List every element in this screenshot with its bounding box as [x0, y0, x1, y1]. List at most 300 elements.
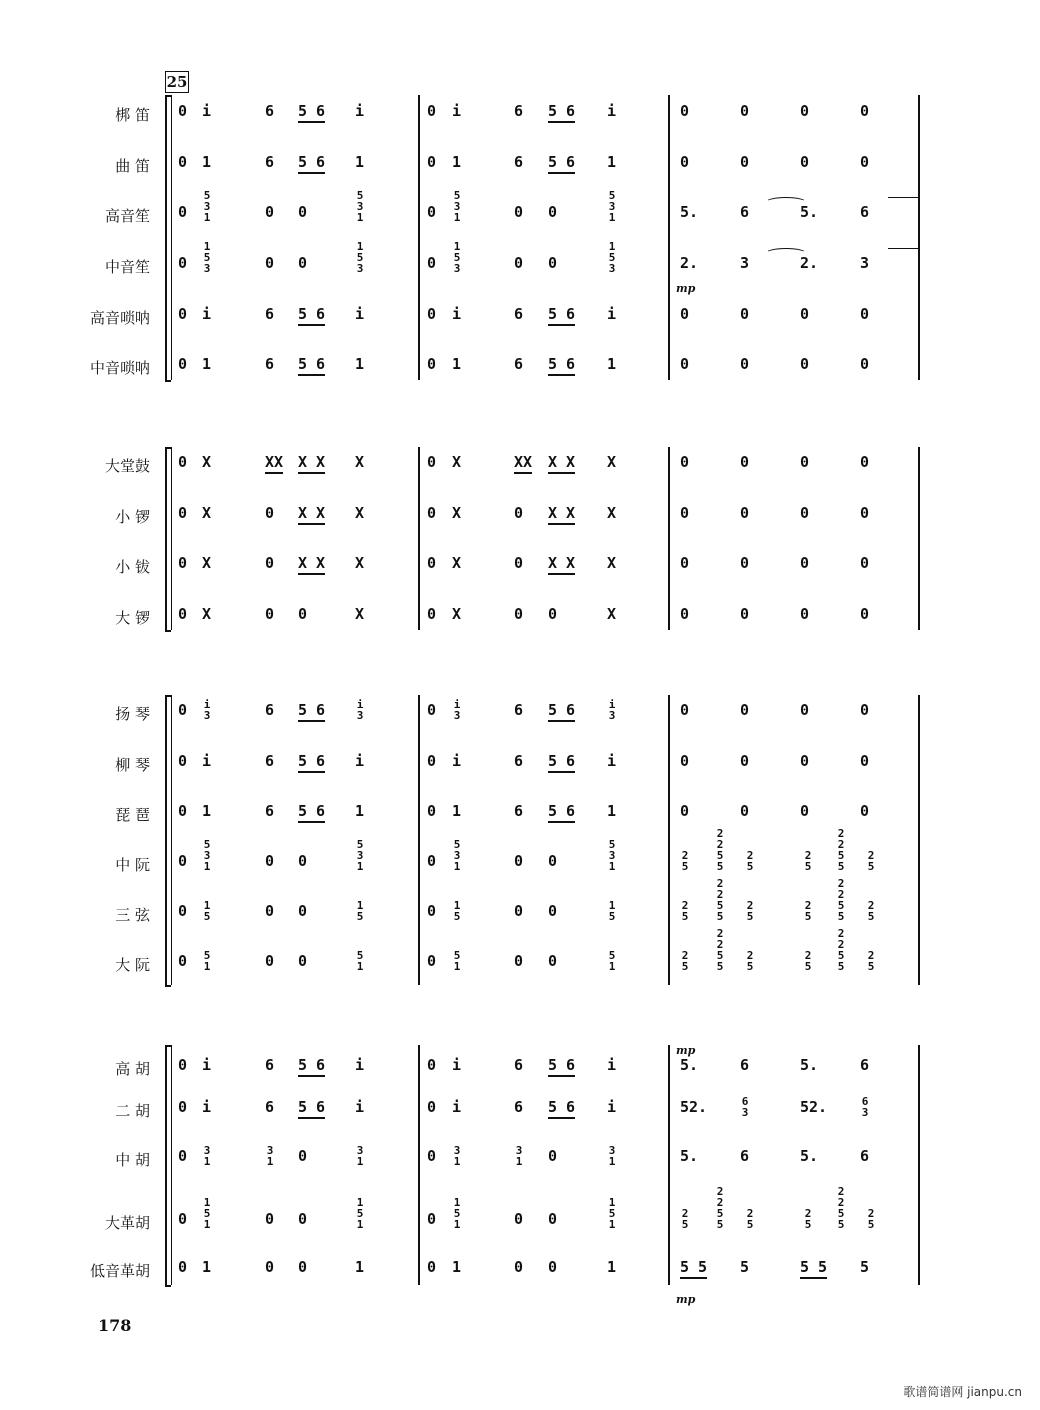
- note: 0: [178, 1210, 188, 1228]
- note: 2 5: [867, 949, 875, 973]
- note: 0: [740, 453, 750, 471]
- note: 6: [514, 752, 524, 770]
- barline-end: [918, 95, 920, 380]
- note: 0: [178, 355, 188, 373]
- note: 3 1: [515, 1144, 523, 1168]
- note: 0: [860, 504, 870, 522]
- note: 0: [298, 203, 308, 221]
- beam-line: [548, 573, 575, 575]
- beam-line: [548, 374, 575, 376]
- note: X: [202, 504, 212, 522]
- tie-line: [888, 197, 920, 198]
- note: i 3: [608, 698, 616, 722]
- note: 0: [800, 504, 810, 522]
- note: 1: [452, 153, 462, 171]
- note: 0: [860, 554, 870, 572]
- note: 5 1: [203, 949, 211, 973]
- beam-line: [298, 573, 325, 575]
- beam-line: [298, 172, 325, 174]
- note: i: [452, 102, 462, 120]
- note: 0: [860, 701, 870, 719]
- page-number: 178: [98, 1316, 132, 1335]
- note: 5 1: [453, 949, 461, 973]
- note: 0: [427, 852, 437, 870]
- instrument-label: 中 阮: [115, 856, 150, 874]
- note: 0: [178, 752, 188, 770]
- note: i: [202, 1056, 212, 1074]
- note: 0: [800, 153, 810, 171]
- note: 1: [202, 1258, 212, 1276]
- note: 0: [680, 605, 690, 623]
- note: 0: [680, 802, 690, 820]
- note: 6: [860, 1056, 870, 1074]
- note: 0: [298, 254, 308, 272]
- note: 2 5: [746, 849, 754, 873]
- note: i: [355, 1056, 365, 1074]
- note: 1: [607, 153, 617, 171]
- note: 6 3: [741, 1095, 749, 1119]
- note: 0: [860, 605, 870, 623]
- note: 0: [514, 605, 524, 623]
- note: 1: [202, 153, 212, 171]
- note: 6: [265, 752, 275, 770]
- note: 0: [860, 453, 870, 471]
- slur: [765, 248, 807, 259]
- note: 5 6: [548, 102, 576, 120]
- note: 5.: [800, 203, 819, 221]
- note: 1: [607, 1258, 617, 1276]
- note: 5 6: [298, 802, 326, 820]
- note: 0: [427, 701, 437, 719]
- note: 0: [427, 203, 437, 221]
- instrument-label: 高 胡: [115, 1060, 150, 1078]
- note: 5 6: [548, 701, 576, 719]
- note: 6: [265, 305, 275, 323]
- note: X: [607, 554, 617, 572]
- beam-line: [800, 1277, 827, 1279]
- note: 0: [178, 952, 188, 970]
- note: X X: [298, 554, 326, 572]
- note: 2 5: [681, 899, 689, 923]
- note: 5 3 1: [608, 189, 616, 224]
- note: X: [202, 554, 212, 572]
- note: 6 3: [861, 1095, 869, 1119]
- note: 0: [178, 605, 188, 623]
- note: 1 5 3: [608, 240, 616, 275]
- note: 0: [427, 305, 437, 323]
- note: X X: [298, 504, 326, 522]
- note: 6: [265, 102, 275, 120]
- beam-line: [514, 472, 532, 474]
- note: 6: [860, 1147, 870, 1165]
- note: 0: [860, 752, 870, 770]
- note: 0: [178, 504, 188, 522]
- note: 0: [178, 102, 188, 120]
- note: 5: [860, 1258, 870, 1276]
- note: XX: [514, 453, 533, 471]
- beam-line: [548, 121, 575, 123]
- note: X: [607, 453, 617, 471]
- note: 0: [514, 254, 524, 272]
- barline-1: [418, 1045, 420, 1285]
- note: 1: [202, 355, 212, 373]
- beam-line: [548, 771, 575, 773]
- note: 1 5: [203, 899, 211, 923]
- note: 0: [740, 752, 750, 770]
- note: 0: [800, 605, 810, 623]
- note: 2 5: [746, 899, 754, 923]
- barline-1: [418, 95, 420, 380]
- note: 0: [178, 701, 188, 719]
- note: 5 5: [800, 1258, 828, 1276]
- note: 0: [740, 554, 750, 572]
- note: i: [607, 1098, 617, 1116]
- note: 0: [427, 504, 437, 522]
- note: 0: [427, 153, 437, 171]
- barline-1: [418, 695, 420, 985]
- note: i: [202, 305, 212, 323]
- barline-2: [668, 695, 670, 985]
- bracket-bottom: [165, 1285, 171, 1287]
- note: 0: [548, 203, 558, 221]
- bracket-bottom: [165, 985, 171, 987]
- note: 0: [427, 1056, 437, 1074]
- note: 0: [178, 902, 188, 920]
- barline-end: [918, 447, 920, 630]
- note: 0: [680, 453, 690, 471]
- note: 52.: [800, 1098, 828, 1116]
- note: 2 2 5 5: [837, 827, 845, 873]
- note: i: [202, 102, 212, 120]
- note: 0: [860, 305, 870, 323]
- note: 0: [548, 1210, 558, 1228]
- note: 0: [680, 102, 690, 120]
- note: 0: [680, 752, 690, 770]
- dynamic-mp: mp: [676, 282, 696, 295]
- note: 0: [740, 305, 750, 323]
- note: i: [452, 752, 462, 770]
- note: 2 5: [804, 849, 812, 873]
- note: 3 1: [453, 1144, 461, 1168]
- note: i: [607, 102, 617, 120]
- note: 0: [548, 1147, 558, 1165]
- note: 2 2 5 5: [716, 1185, 724, 1231]
- note: i: [355, 752, 365, 770]
- note: 5.: [800, 1147, 819, 1165]
- beam-line: [548, 1117, 575, 1119]
- instrument-label: 中音唢呐: [89, 359, 150, 377]
- note: 5 6: [548, 305, 576, 323]
- beam-line: [298, 374, 325, 376]
- note: X X: [548, 453, 576, 471]
- note: 0: [800, 701, 810, 719]
- note: i: [202, 752, 212, 770]
- bracket-bottom: [165, 380, 171, 382]
- note: X: [355, 504, 365, 522]
- note: 0: [265, 605, 275, 623]
- note: 5 6: [548, 802, 576, 820]
- beam-line: [298, 324, 325, 326]
- note: 0: [298, 1147, 308, 1165]
- note: 6: [265, 1098, 275, 1116]
- note: 0: [298, 1258, 308, 1276]
- note: 2.: [680, 254, 699, 272]
- barline-2: [668, 1045, 670, 1285]
- note: 1 5: [608, 899, 616, 923]
- note: 0: [514, 852, 524, 870]
- note: 0: [800, 802, 810, 820]
- instrument-label: 三 弦: [115, 906, 150, 924]
- note: X: [202, 605, 212, 623]
- note: 0: [680, 355, 690, 373]
- note: 0: [178, 305, 188, 323]
- note: 6: [514, 802, 524, 820]
- note: 0: [178, 852, 188, 870]
- instrument-label: 曲 笛: [115, 157, 150, 175]
- beam-line: [548, 720, 575, 722]
- note: 1 5: [453, 899, 461, 923]
- note: 5.: [800, 1056, 819, 1074]
- note: 6: [514, 355, 524, 373]
- beam-line: [680, 1277, 707, 1279]
- note: 5 6: [298, 305, 326, 323]
- note: 1: [607, 355, 617, 373]
- note: 5 3 1: [453, 189, 461, 224]
- note: 0: [178, 453, 188, 471]
- note: 0: [860, 355, 870, 373]
- note: 0: [427, 1210, 437, 1228]
- note: 0: [427, 355, 437, 373]
- note: 0: [514, 952, 524, 970]
- note: X: [355, 453, 365, 471]
- note: 1: [355, 802, 365, 820]
- note: 2.: [800, 254, 819, 272]
- note: 0: [740, 504, 750, 522]
- note: 2 2 5 5: [837, 927, 845, 973]
- note: 5 3 1: [453, 838, 461, 873]
- instrument-label: 大 阮: [115, 956, 150, 974]
- note: 6: [514, 153, 524, 171]
- beam-line: [298, 1075, 325, 1077]
- instrument-label: 扬 琴: [115, 705, 150, 723]
- note: 5 6: [548, 355, 576, 373]
- note: 3 1: [266, 1144, 274, 1168]
- note: 0: [427, 952, 437, 970]
- beam-line: [548, 523, 575, 525]
- note: 0: [298, 1210, 308, 1228]
- instrument-label: 中 胡: [115, 1151, 150, 1169]
- note: 5: [740, 1258, 750, 1276]
- note: 0: [178, 1147, 188, 1165]
- note: 1 5 3: [453, 240, 461, 275]
- note: X X: [548, 554, 576, 572]
- note: 1: [452, 802, 462, 820]
- beam-line: [298, 121, 325, 123]
- note: 0: [680, 153, 690, 171]
- instrument-label: 梆 笛: [115, 106, 150, 124]
- note: 0: [265, 852, 275, 870]
- note: 6: [514, 102, 524, 120]
- beam-line: [548, 172, 575, 174]
- note: 0: [298, 852, 308, 870]
- note: 2 5: [867, 899, 875, 923]
- instrument-label: 二 胡: [115, 1102, 150, 1120]
- note: 6: [265, 802, 275, 820]
- note: 52.: [680, 1098, 708, 1116]
- note: 5 6: [298, 1056, 326, 1074]
- system-bracket: [165, 695, 167, 985]
- note: 5 5: [680, 1258, 708, 1276]
- note: 0: [514, 554, 524, 572]
- system-bracket: [165, 95, 167, 380]
- note: 0: [548, 952, 558, 970]
- note: 5 3 1: [356, 189, 364, 224]
- note: 0: [740, 153, 750, 171]
- note: 0: [514, 902, 524, 920]
- note: 0: [265, 254, 275, 272]
- note: 2 5: [681, 849, 689, 873]
- note: 0: [265, 952, 275, 970]
- note: 0: [178, 1258, 188, 1276]
- note: 0: [740, 605, 750, 623]
- note: 0: [427, 1258, 437, 1276]
- note: i 3: [203, 698, 211, 722]
- system-bracket: [165, 1045, 167, 1285]
- note: 0: [514, 203, 524, 221]
- note: 6: [860, 203, 870, 221]
- instrument-label: 琵 琶: [115, 806, 150, 824]
- note: i: [355, 102, 365, 120]
- note: 5 6: [298, 355, 326, 373]
- note: 2 2 5 5: [837, 1185, 845, 1231]
- note: 5 3 1: [203, 189, 211, 224]
- note: X X: [548, 504, 576, 522]
- beam-line: [548, 472, 575, 474]
- instrument-label: 小 钹: [115, 558, 150, 576]
- instrument-label: 柳 琴: [115, 756, 150, 774]
- note: 0: [740, 355, 750, 373]
- note: 0: [427, 102, 437, 120]
- note: 0: [548, 254, 558, 272]
- barline-2: [668, 95, 670, 380]
- beam-line: [298, 720, 325, 722]
- note: X X: [298, 453, 326, 471]
- note: 1: [607, 802, 617, 820]
- watermark: 歌谱简谱网 jianpu.cn: [903, 1385, 1022, 1399]
- note: 0: [740, 802, 750, 820]
- note: 0: [800, 752, 810, 770]
- note: 6: [265, 1056, 275, 1074]
- note: 0: [178, 1098, 188, 1116]
- note: 1 5 3: [356, 240, 364, 275]
- note: 0: [680, 504, 690, 522]
- note: 2 5: [804, 1207, 812, 1231]
- note: i: [355, 1098, 365, 1116]
- note: X: [607, 605, 617, 623]
- barline-1: [418, 447, 420, 630]
- note: 6: [740, 1056, 750, 1074]
- note: X: [452, 453, 462, 471]
- rehearsal-mark: 25: [166, 73, 188, 91]
- note: 0: [427, 902, 437, 920]
- barline-start: [171, 1045, 172, 1285]
- instrument-label: 大 锣: [115, 609, 150, 627]
- note: i: [607, 752, 617, 770]
- note: 1: [452, 1258, 462, 1276]
- note: 0: [427, 254, 437, 272]
- note: 0: [800, 355, 810, 373]
- note: 0: [298, 952, 308, 970]
- instrument-label: 小 锣: [115, 508, 150, 526]
- note: 3: [740, 254, 750, 272]
- note: 0: [680, 701, 690, 719]
- note: 1 5 1: [453, 1196, 461, 1231]
- note: 0: [178, 254, 188, 272]
- note: i: [452, 305, 462, 323]
- beam-line: [298, 472, 325, 474]
- beam-line: [298, 821, 325, 823]
- note: 0: [740, 102, 750, 120]
- note: 5 3 1: [608, 838, 616, 873]
- note: X: [452, 504, 462, 522]
- dynamic-mp: mp: [676, 1044, 696, 1057]
- beam-line: [265, 472, 283, 474]
- note: 0: [265, 203, 275, 221]
- dynamic-mp: mp: [676, 1293, 696, 1306]
- note: 2 2 5 5: [716, 927, 724, 973]
- note: i: [355, 305, 365, 323]
- note: 5 3 1: [203, 838, 211, 873]
- instrument-label: 大革胡: [104, 1214, 150, 1232]
- note: 5 6: [298, 752, 326, 770]
- note: 6: [514, 701, 524, 719]
- note: 0: [548, 1258, 558, 1276]
- note: 5 6: [548, 1098, 576, 1116]
- note: 5.: [680, 1056, 699, 1074]
- note: 3: [860, 254, 870, 272]
- note: 1: [202, 802, 212, 820]
- note: i 3: [453, 698, 461, 722]
- note: X: [355, 605, 365, 623]
- note: 3 1: [608, 1144, 616, 1168]
- note: X: [202, 453, 212, 471]
- note: 0: [298, 605, 308, 623]
- instrument-label: 低音革胡: [89, 1262, 150, 1280]
- note: 0: [178, 203, 188, 221]
- note: 6: [265, 355, 275, 373]
- note: 1 5 1: [356, 1196, 364, 1231]
- note: 0: [178, 554, 188, 572]
- beam-line: [548, 324, 575, 326]
- note: 0: [800, 453, 810, 471]
- note: 2 5: [867, 849, 875, 873]
- note: 0: [514, 504, 524, 522]
- note: 0: [265, 554, 275, 572]
- note: 5 6: [298, 153, 326, 171]
- note: 0: [265, 1258, 275, 1276]
- note: 5 6: [298, 1098, 326, 1116]
- tie-line: [888, 248, 920, 249]
- note: 5.: [680, 1147, 699, 1165]
- note: 6: [265, 701, 275, 719]
- note: 5 1: [608, 949, 616, 973]
- note: 5 6: [548, 153, 576, 171]
- note: 3 1: [356, 1144, 364, 1168]
- note: 0: [427, 554, 437, 572]
- note: 2 5: [681, 949, 689, 973]
- instrument-label: 高音唢呐: [89, 309, 150, 327]
- note: 1: [355, 355, 365, 373]
